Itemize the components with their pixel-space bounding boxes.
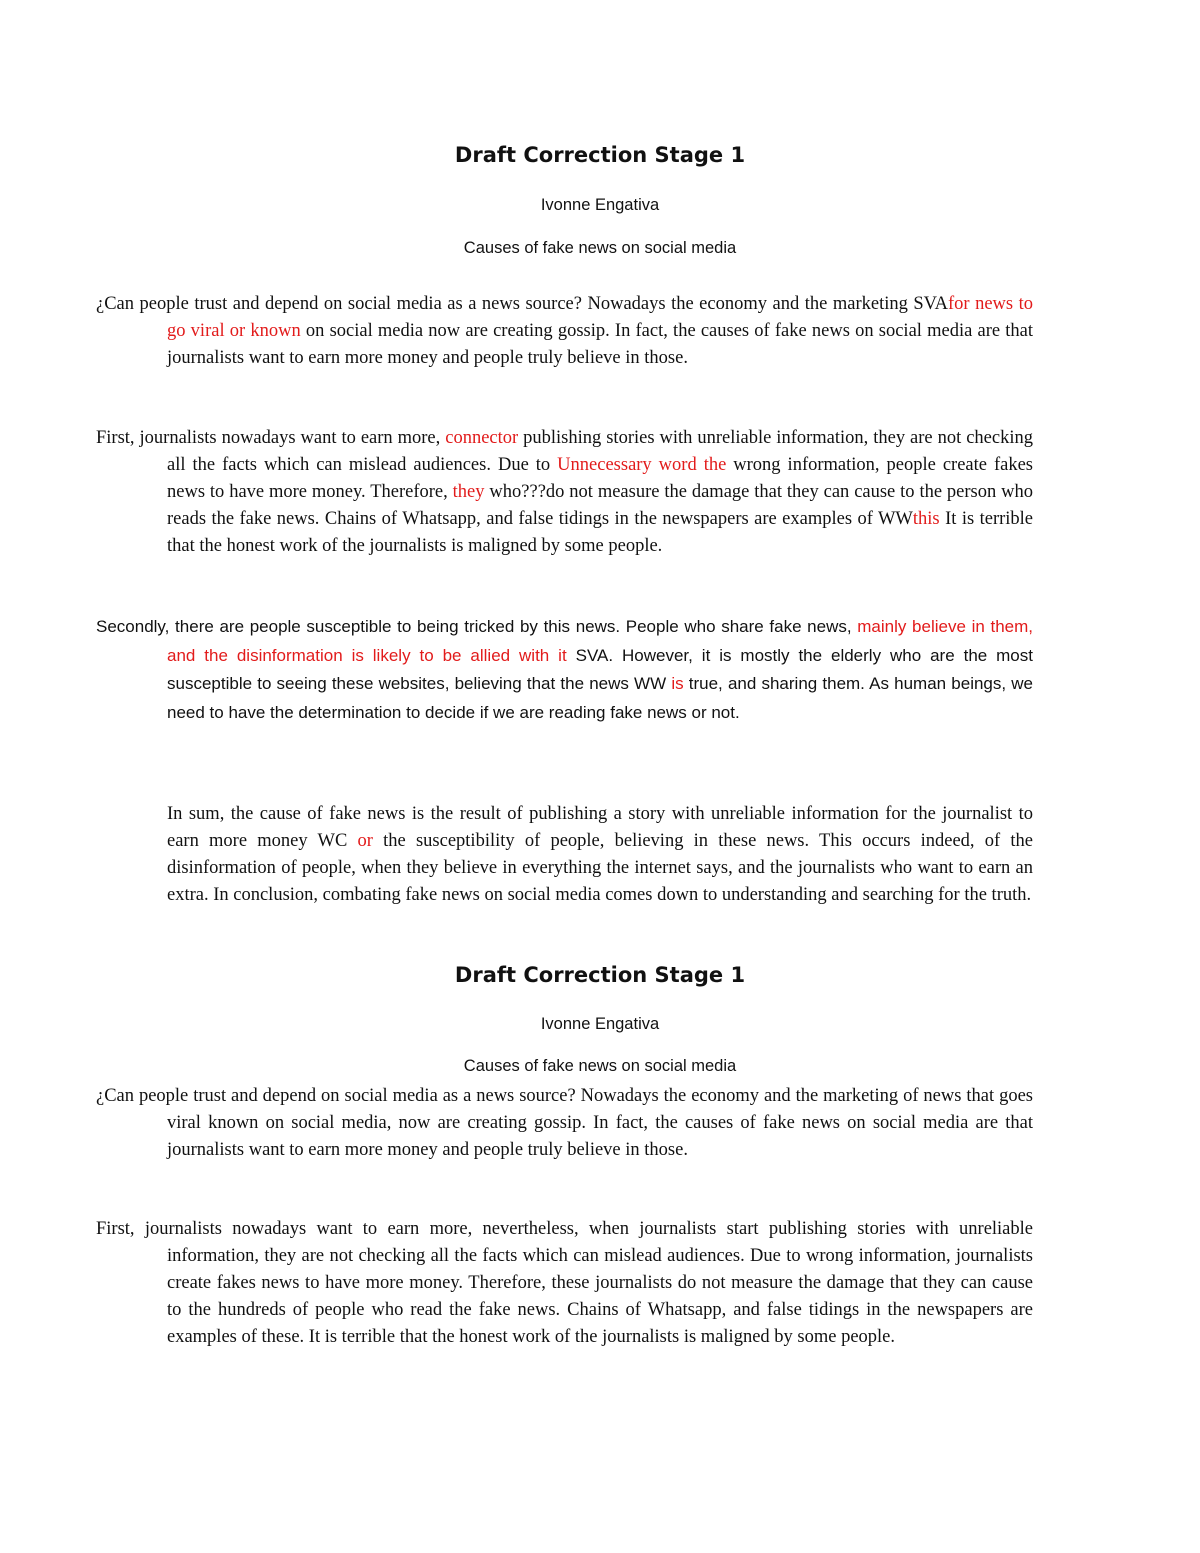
text-run: ¿Can people trust and depend on social media as a news source? Nowadays the economy and the marketing SVA — [96, 294, 948, 314]
essay-subtitle-second: Causes of fake news on social media — [463, 1057, 737, 1075]
correction-note: they — [452, 482, 485, 502]
paragraph-first-revised: First, journalists nowadays want to earn more, nevertheless, when journalists start publishing stories with unreliable information, they are not checking all the facts which can mislead audiences. Due to wrong information, journalists create fakes news to have more money. Therefore, these journalists do not measure the damage that they can cause to the hundreds of people who read the fake news. Chains of Whatsapp, and false tidings in the newspapers are examples of these. It is terrible that the honest work of the journalists is maligned by some people. — [96, 1219, 1033, 1347]
correction-note: is — [671, 674, 684, 693]
text-run: publishing stories with unreliable information, they are not checking all the facts which can mislead audiences. Due to — [167, 428, 1033, 475]
correction-note: connector — [445, 428, 519, 448]
paragraph-conclusion — [167, 801, 1033, 909]
correction-note: or — [357, 831, 373, 851]
text-run: who???do not measure the damage that they can cause to the person who reads the fake news. Chains of Whatsapp, and false tidings in the newspapers are examples of WW — [167, 482, 1033, 529]
paragraph-intro-revised: ¿Can people trust and depend on social media as a news source? Nowadays the economy and the marketing of news that goes viral known on social media, now are creating gossip. In fact, the causes of fake news on social media are that journalists want to earn more money and people truly believe in those. — [96, 1086, 1033, 1160]
text-run: the susceptibility of people, believing in these news. This occurs indeed, of the disinformation of people, when they believe in everything the internet says, and the journalists who want to earn an extra. In conclusion, combating fake news on social media comes down to understanding and searching for the truth. — [167, 831, 1033, 905]
text-run: Secondly, there are people susceptible to being tricked by this news. People who share fake news, — [96, 617, 858, 636]
text-run: true, and sharing them. As human beings, we need to have the determination to decide if we are reading fake news or not. — [167, 674, 1034, 722]
paragraph-first — [96, 425, 1033, 560]
page-title: Draft Correction Stage 1 — [454, 143, 746, 167]
text-run: SVA. However, it is mostly the elderly who are the most susceptible to seeing these websites, believing that the news WW — [167, 645, 1033, 693]
text-run: on social media now are creating gossip. In fact, the causes of fake news on social media are that journalists want to earn more money and people truly believe in those. — [167, 321, 1033, 368]
author-name: Ivonne Engativa — [540, 196, 660, 214]
page-title-second: Draft Correction Stage 1 — [454, 963, 746, 987]
text-run: It is terrible that the honest work of the journalists is maligned by some people. — [167, 509, 1034, 556]
text-run: In sum, the cause of fake news is the result of publishing a story with unreliable information for the journalist to earn more money WC — [167, 804, 1033, 851]
text-run: First, journalists nowadays want to earn more, — [96, 428, 446, 448]
text-run: wrong information, people create fakes news to have more money. Therefore, — [167, 455, 1033, 502]
essay-subtitle: Causes of fake news on social media — [463, 239, 737, 257]
correction-note: for news to go viral or known — [167, 294, 1033, 341]
author-name-second: Ivonne Engativa — [540, 1015, 660, 1033]
correction-note: Unnecessary word the — [557, 455, 727, 475]
correction-note: this — [912, 509, 940, 529]
paragraph-second — [96, 613, 1033, 727]
correction-note: mainly believe in them, and the disinformation is likely to be allied with it — [167, 617, 1033, 665]
paragraph-intro — [96, 291, 1033, 372]
